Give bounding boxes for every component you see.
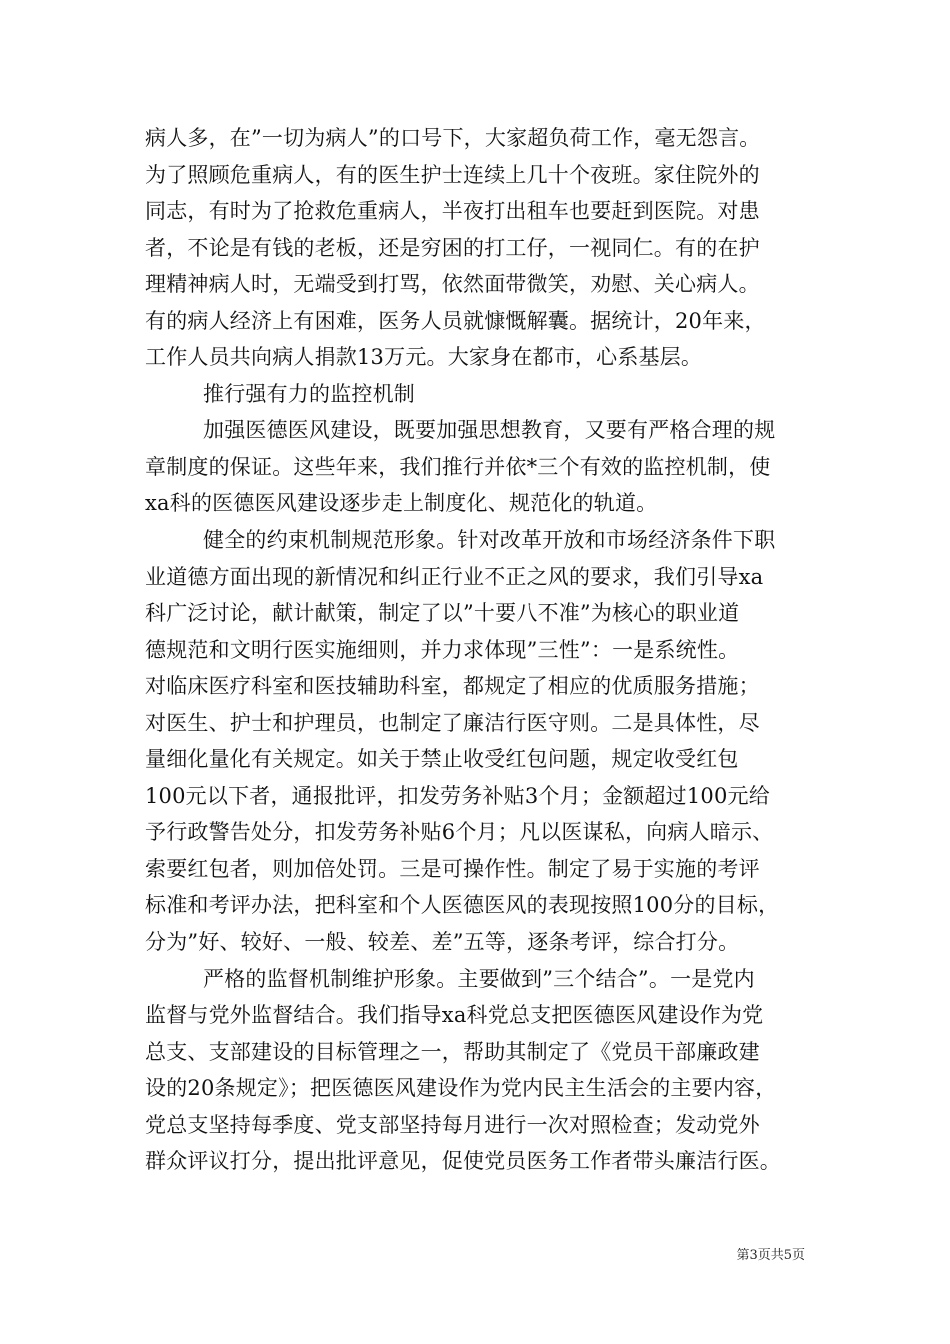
text-line: 为了照顾危重病人，有的医生护士连续上几十个夜班。家住院外的 [145,162,760,187]
text-line: 量细化量化有关规定。如关于禁止收受红包问题，规定收受红包 [145,747,739,772]
text-line: 总支、支部建设的目标管理之一，帮助其制定了《党员干部廉政建 [145,1039,760,1064]
text-line: 标准和考评办法，把科室和个人医德医风的表现按照100分的目标， [145,893,780,918]
text-line: 有的病人经济上有困难，医务人员就慷慨解囊。据统计，20年来， [145,308,766,333]
text-line: 索要红包者，则加倍处罚。三是可操作性。制定了易于实施的考评 [145,856,760,881]
text-line: 对临床医疗科室和医技辅助科室，都规定了相应的优质服务措施； [145,674,760,699]
text-line: 病人多，在”一切为病人”的口号下，大家超负荷工作，毫无怨言。 [145,126,761,150]
text-line: 分为”好、较好、一般、较差、差”五等，逐条考评，综合打分。 [145,930,740,955]
paragraph-start-line: 严格的监督机制维护形象。主要做到”三个结合”。一是党内 [203,966,755,991]
paragraph-start-line: 健全的约束机制规范形象。针对改革开放和市场经济条件下职 [203,528,776,553]
text-line: 理精神病人时，无端受到打骂，依然面带微笑，劝慰、关心病人。 [145,272,760,297]
text-line: 工作人员共向病人捐款13万元。大家身在都市，心系基层。 [145,345,703,370]
text-line: xa科的医德医风建设逐步走上制度化、规范化的轨道。 [145,491,658,516]
section-heading: 推行强有力的监控机制 [203,381,415,406]
text-line: 同志，有时为了抢救危重病人，半夜打出租车也要赶到医院。对患 [145,199,760,224]
page-number: 第3页共5页 [736,1248,805,1263]
text-line: 监督与党外监督结合。我们指导xa科党总支把医德医风建设作为党 [145,1003,764,1028]
text-line: 100元以下者，通报批评，扣发劳务补贴3个月；金额超过100元给 [145,783,770,808]
paragraph-start-line: 加强医德医风建设，既要加强思想教育，又要有严格合理的规 [203,418,776,443]
text-line: 科广泛讨论，献计献策，制定了以”十要八不准”为核心的职业道 [145,601,740,626]
text-line: 设的20条规定》；把医德医风建设作为党内民主生活会的主要内容， [145,1076,777,1101]
text-line: 予行政警告处分，扣发劳务补贴6个月；凡以医谋私，向病人暗示、 [145,820,774,845]
text-line: 者，不论是有钱的老板，还是穷困的打工仔，一视同仁。有的在护 [145,235,760,260]
text-line: 德规范和文明行医实施细则，并力求体现”三性”：一是系统性。 [145,637,740,662]
text-line: 业道德方面出现的新情况和纠正行业不正之风的要求，我们引导xa [145,564,764,589]
text-line: 章制度的保证。这些年来，我们推行并依*三个有效的监控机制，使 [145,454,771,479]
text-line: 党总支坚持每季度、党支部坚持每月进行一次对照检查；发动党外 [145,1112,760,1137]
text-line: 群众评议打分，提出批评意见，促使党员医务工作者带头廉洁行医。 [145,1149,781,1174]
document-body [145,120,810,1180]
text-line: 对医生、护士和护理员，也制定了廉洁行医守则。二是具体性，尽 [145,710,760,735]
